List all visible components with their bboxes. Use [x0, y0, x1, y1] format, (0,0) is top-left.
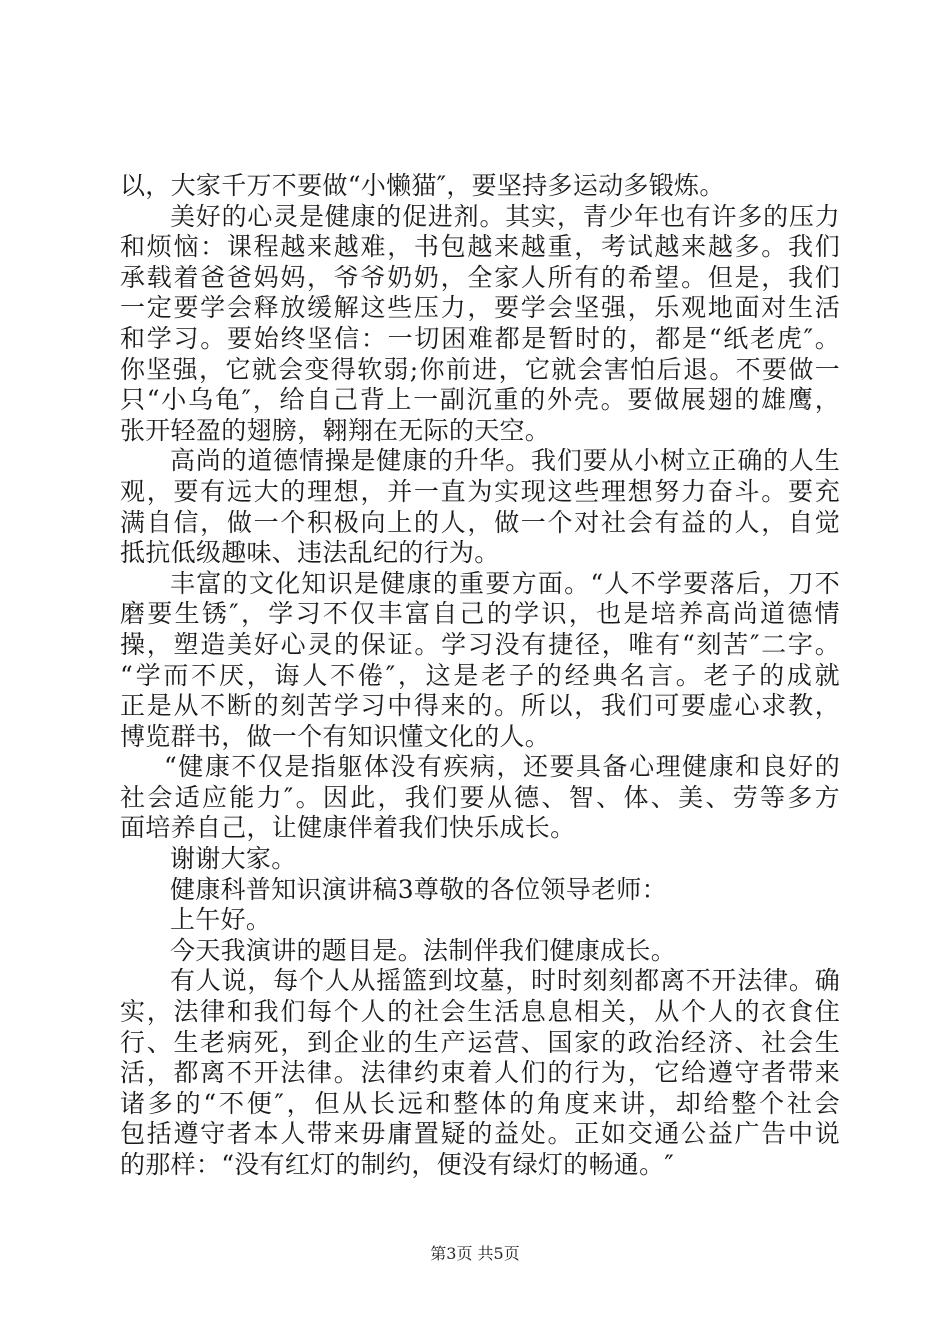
paragraph-start-line: 丰富的文化知识是健康的重要方面。“人不学要落后，刀不	[170, 568, 840, 598]
text-line: 博览群书，做一个有知识懂文化的人。	[120, 721, 551, 751]
text-line: 一定要学会释放缓解这些压力，要学会坚强，乐观地面对生活	[120, 293, 840, 323]
text-line: 正是从不断的刻苦学习中得来的。所以，我们可要虚心求教，	[120, 691, 840, 721]
paragraph-start-line: 高尚的道德情操是健康的升华。我们要从小树立正确的人生	[170, 446, 840, 476]
text-line: 抵抗低级趣味、违法乱纪的行为。	[120, 538, 500, 568]
paragraph-start-line: “健康不仅是指躯体没有疾病，还要具备心理健康和良好的	[164, 752, 840, 782]
text-line: 和烦恼：课程越来越难，书包越来越重，考试越来越多。我们	[120, 232, 840, 262]
document-body	[120, 171, 840, 1181]
text-line: 包括遵守者本人带来毋庸置疑的益处。正如交通公益广告中说	[120, 1119, 840, 1149]
text-line: 磨要生锈″，学习不仅丰富自己的学识，也是培养高尚道德情	[120, 599, 840, 629]
text-line: 行、生老病死，到企业的生产运营、国家的政治经济、社会生	[120, 1027, 840, 1057]
text-line: 观，要有远大的理想，并一直为实现这些理想努力奋斗。要充	[120, 476, 840, 506]
text-line: 承载着爸爸妈妈，爷爷奶奶，全家人所有的希望。但是，我们	[120, 262, 840, 292]
text-line: 的那样：“没有红灯的制约，便没有绿灯的畅通。″	[120, 1150, 675, 1179]
text-line: “学而不厌，诲人不倦″，这是老子的经典名言。老子的成就	[120, 660, 840, 690]
paragraph-start-line: 今天我演讲的题目是。法制伴我们健康成长。	[170, 935, 677, 965]
text-line: 诸多的“不便″，但从长远和整体的角度来讲，却给整个社会	[120, 1088, 840, 1118]
text-line: 只“小乌龟″，给自己背上一副沉重的外壳。要做展翅的雄鹰，	[120, 385, 840, 415]
paragraph-start-line: 美好的心灵是健康的促进剂。其实，青少年也有许多的压力	[170, 201, 840, 231]
text-line: 社会适应能力″。因此，我们要从德、智、体、美、劳等多方	[120, 782, 840, 812]
paragraph-start-line: 谢谢大家。	[170, 844, 297, 874]
text-line: 以，大家千万不要做“小懒猫″，要坚持多运动多锻炼。	[120, 171, 725, 200]
text-line: 和学习。要始终坚信：一切困难都是暂时的，都是“纸老虎″。	[120, 323, 840, 353]
text-line: 活，都离不开法律。法律约束着人们的行为，它给遵守者带来	[120, 1058, 840, 1088]
paragraph-start-line: 健康科普知识演讲稿3尊敬的各位领导老师：	[170, 874, 667, 904]
text-line: 实，法律和我们每个人的社会生活息息相关，从个人的衣食住	[120, 997, 840, 1027]
text-line: 面培养自己，让健康伴着我们快乐成长。	[120, 813, 576, 843]
text-line: 张开轻盈的翅膀，翱翔在无际的天空。	[120, 415, 551, 445]
text-line: 操，塑造美好心灵的保证。学习没有捷径，唯有“刻苦″二字。	[120, 629, 840, 659]
text-line: 满自信，做一个积极向上的人，做一个对社会有益的人，自觉	[120, 507, 840, 537]
page-number-footer: 第3页 共5页	[430, 1244, 520, 1263]
paragraph-start-line: 有人说，每个人从摇篮到坟墓，时时刻刻都离不开法律。确	[170, 966, 840, 996]
paragraph-start-line: 上午好。	[170, 905, 272, 935]
text-line: 你坚强，它就会变得软弱;你前进，它就会害怕后退。不要做一	[120, 354, 840, 384]
